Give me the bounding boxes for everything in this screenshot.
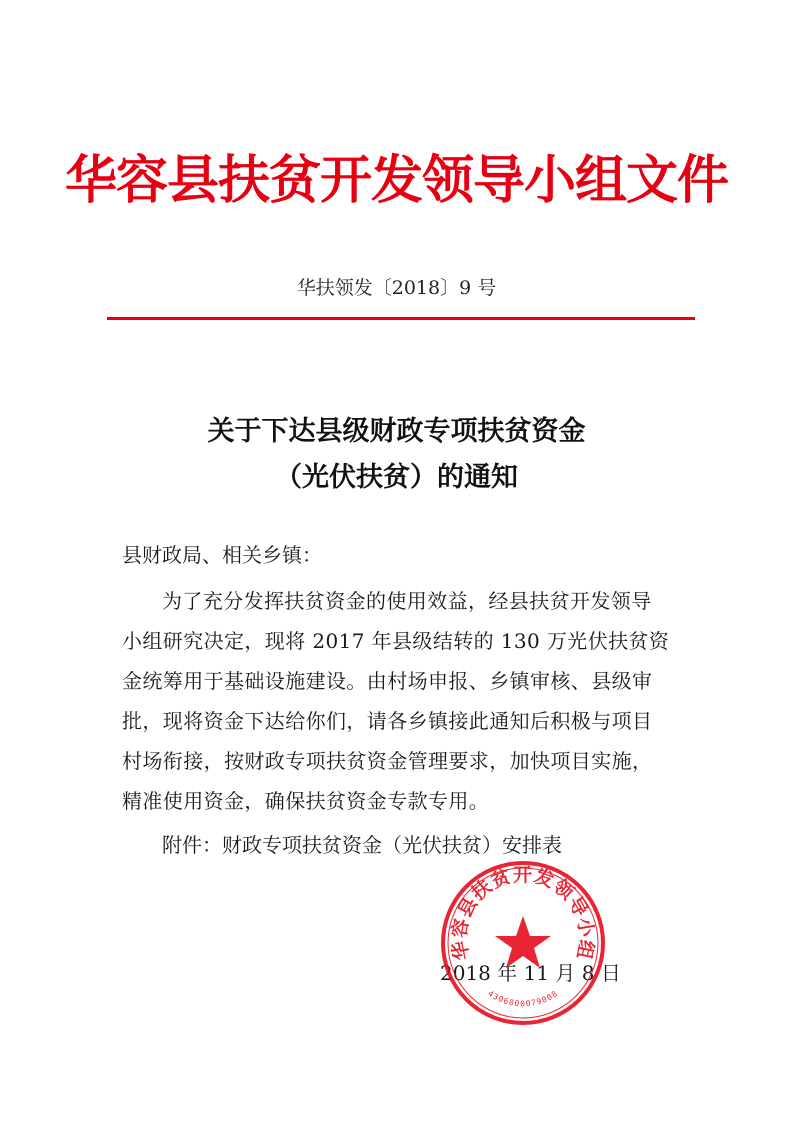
notice-title-line-1: 关于下达县级财政专项扶贫资金 — [207, 416, 586, 447]
attachment-note: 附件：财政专项扶贫资金（光伏扶贫）安排表 — [162, 833, 562, 857]
body-paragraph-line: 小组研究决定，现将 2017 年县级结转的 130 万光伏扶贫资 — [122, 629, 670, 653]
body-paragraph-line: 精准使用资金，确保扶贫资金专款专用。 — [122, 789, 490, 813]
official-seal-stamp — [438, 858, 608, 1028]
body-paragraph-line: 为了充分发挥扶贫资金的使用效益，经县扶贫开发领导 — [162, 589, 652, 613]
document-header-title: 华容县扶贫开发领导小组文件 — [64, 151, 728, 211]
header-divider-rule — [107, 317, 695, 320]
document-date: 2018 年 11 月 8 日 — [440, 961, 621, 985]
body-paragraph-line: 批，现将资金下达给你们，请各乡镇接此通知后积极与项目 — [122, 709, 653, 733]
svg-text:华容县扶贫开发领导小组: 华容县扶贫开发领导小组 — [448, 864, 598, 962]
body-paragraph-line: 金统筹用于基础设施建设。由村场申报、乡镇审核、县级审 — [122, 669, 653, 693]
notice-title-line-2: （光伏扶贫）的通知 — [275, 462, 518, 493]
star-icon — [495, 916, 551, 968]
document-number: 华扶领发〔2018〕9 号 — [296, 277, 497, 299]
salutation: 县财政局、相关乡镇： — [122, 543, 322, 567]
svg-text:4306000079008: 4306000079008 — [486, 988, 560, 1009]
body-paragraph-line: 村场衔接，按财政专项扶贫资金管理要求，加快项目实施， — [122, 749, 653, 773]
